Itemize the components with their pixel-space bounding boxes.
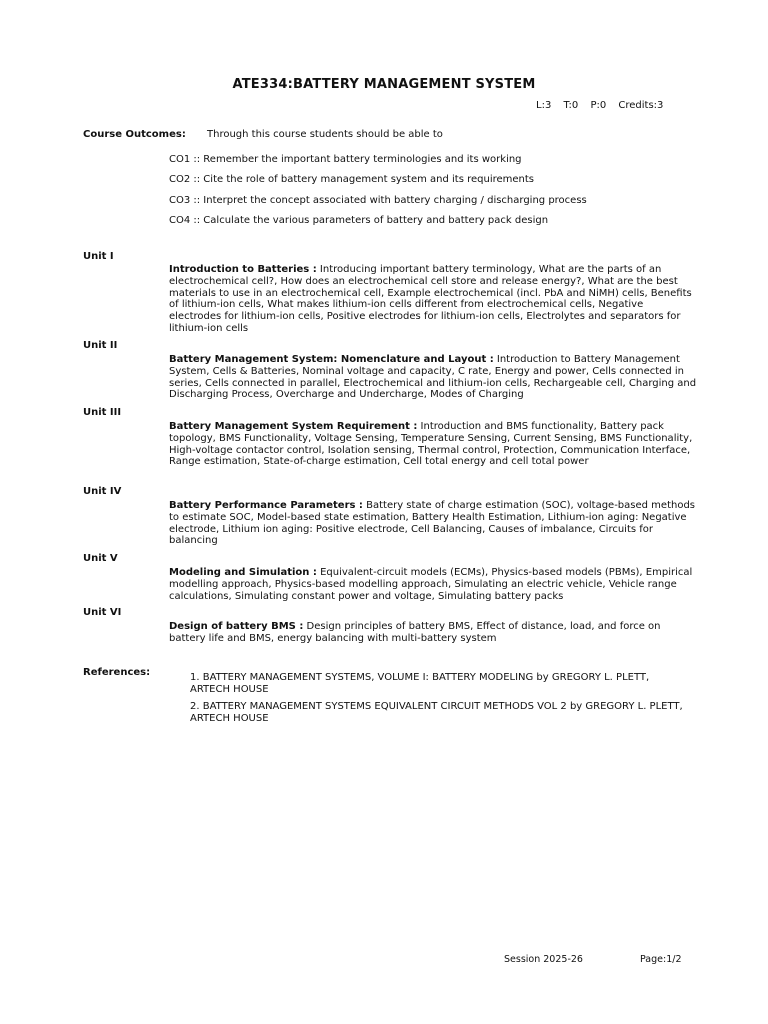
unit-heading: Modeling and Simulation : xyxy=(169,567,317,578)
unit-topics: Introduction to Battery Management System, Cells & Batteries, Nominal voltage and capacity, C rate, Energy and power, Cells connected in series, Cells connected in parallel, Electrochemical and lithium-ion cells, Rechargeable cell, Charging and Discharging Process, Overcharge and Undercharge, Modes of Charging xyxy=(169,354,697,401)
course-outcome-item: CO3 :: Interpret the concept associated with battery charging / discharging process xyxy=(169,195,587,206)
credits-value: Credits:3 xyxy=(618,100,664,111)
unit-content xyxy=(169,421,697,468)
unit-label: Unit II xyxy=(83,340,118,351)
unit-heading: Introduction to Batteries : xyxy=(169,264,317,275)
references-label: References: xyxy=(83,667,151,678)
page-number: Page:1/2 xyxy=(640,954,682,965)
unit-label: Unit IV xyxy=(83,486,122,497)
course-title: ATE334:BATTERY MANAGEMENT SYSTEM xyxy=(232,77,536,92)
unit-heading: Battery Performance Parameters : xyxy=(169,500,363,511)
unit-content xyxy=(169,500,697,547)
reference-item: 1. BATTERY MANAGEMENT SYSTEMS, VOLUME I: BATTERY MODELING by GREGORY L. PLETT, ARTECH HOUSE xyxy=(190,672,650,695)
reference-item: 2. BATTERY MANAGEMENT SYSTEMS EQUIVALENT CIRCUIT METHODS VOL 2 by GREGORY L. PLETT, ARTECH HOUSE xyxy=(190,701,683,724)
lecture-hours: L:3 xyxy=(536,100,552,111)
unit-topics: Design principles of battery BMS, Effect of distance, load, and force on battery life and BMS, energy balancing with multi-battery system xyxy=(169,621,661,644)
unit-label: Unit I xyxy=(83,251,114,262)
course-outcome-item: CO2 :: Cite the role of battery management system and its requirements xyxy=(169,174,535,185)
unit-content xyxy=(169,621,697,645)
unit-label: Unit III xyxy=(83,407,122,418)
unit-topics: Introduction and BMS functionality, Battery pack topology, BMS Functionality, Voltage Sensing, Temperature Sensing, Current Sensing, BMS Functionality, High-voltage contactor control, Isolation sensing, Thermal control, Protection, Communication Interface, Range estimation, State-of-charge estimation, Cell total energy and cell total power xyxy=(169,421,693,468)
course-outcome-item: CO1 :: Remember the important battery terminologies and its working xyxy=(169,154,522,165)
tutorial-hours: T:0 xyxy=(563,100,579,111)
unit-content xyxy=(169,567,697,602)
unit-topics: Introducing important battery terminology, What are the parts of an electrochemical cell?, How does an electrochemical cell store and release energy?, What are the best materials to use in an electrochemical cell, Example electrochemical (incl. PbA and NiMH) cells, Benefits of lithium-ion cells, What makes lithium-ion cells different from electrochemical cells, Negative electrodes for lithium-ion cells, Positive electrodes for lithium-ion cells, Electrolytes and separators for lithium-ion cells xyxy=(169,264,692,334)
credit-structure xyxy=(536,100,663,111)
unit-content xyxy=(169,264,697,335)
unit-heading: Battery Management System Requirement : xyxy=(169,421,418,432)
practical-hours: P:0 xyxy=(590,100,607,111)
session-label: Session 2025-26 xyxy=(504,954,583,965)
unit-heading: Battery Management System: Nomenclature and Layout : xyxy=(169,354,494,365)
course-outcomes-intro: Through this course students should be able to xyxy=(207,129,443,140)
unit-label: Unit VI xyxy=(83,607,122,618)
unit-content xyxy=(169,354,697,401)
course-outcomes-label: Course Outcomes: xyxy=(83,129,186,140)
unit-topics: Equivalent-circuit models (ECMs), Physics-based models (PBMs), Empirical modelling approach, Physics-based modelling approach, Simulating an electric vehicle, Vehicle range calculations, Simulating constant power and voltage, Simulating battery packs xyxy=(169,567,693,602)
unit-label: Unit V xyxy=(83,553,118,564)
unit-heading: Design of battery BMS : xyxy=(169,621,304,632)
course-outcome-item: CO4 :: Calculate the various parameters of battery and battery pack design xyxy=(169,215,549,226)
unit-topics: Battery state of charge estimation (SOC), voltage-based methods to estimate SOC, Model-based state estimation, Battery Health Estimation, Lithium-ion aging: Negative electrode, Lithium ion aging: Positive electrode, Cell Balancing, Causes of imbalance, Circuits for balancing xyxy=(169,500,696,547)
